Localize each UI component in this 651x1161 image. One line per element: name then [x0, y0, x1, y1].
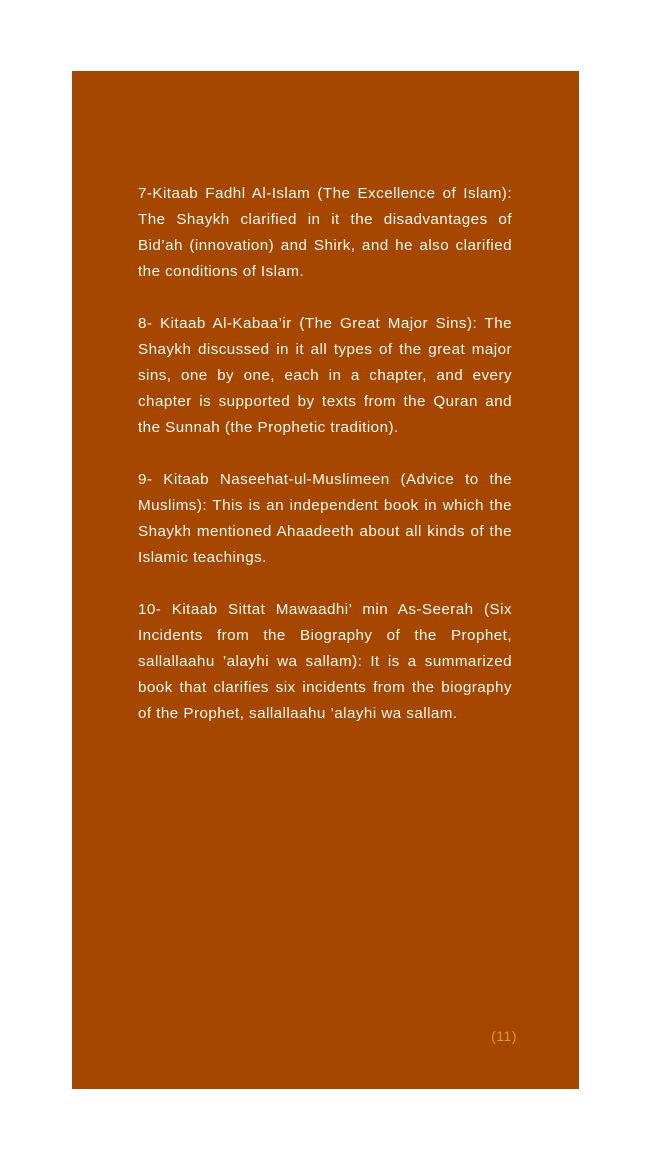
page-content [138, 181, 512, 753]
paragraph-kitaab-naseehat-ul-muslimeen: 9- Kitaab Naseehat-ul-Muslimeen (Advice to the Muslims): This is an independent book in which the Shaykh mentioned Ahaadeeth about all kinds of the Islamic teachings. [138, 471, 512, 566]
page-number: (11) [491, 1028, 517, 1044]
paragraph-kitaab-fadhl-al-islam: 7-Kitaab Fadhl Al-Islam (The Excellence of Islam): The Shaykh clarified in it the disadvantages of Bid’ah (innovation) and Shirk, and he also clarified the conditions of Islam. [138, 185, 512, 280]
paragraph-kitaab-sittat-mawaadhi: 10- Kitaab Sittat Mawaadhi’ min As-Seerah (Six Incidents from the Biography of the Prophet, sallallaahu ’alayhi wa sallam): It is a summarized book that clarifies six incidents from the biography of the Prophet, sallallaahu ’alayhi wa sallam. [138, 601, 512, 722]
book-page [72, 71, 579, 1089]
paragraph-kitaab-al-kabaair: 8- Kitaab Al-Kabaa’ir (The Great Major Sins): The Shaykh discussed in it all types of the great major sins, one by one, each in a chapter, and every chapter is supported by texts from the Quran and the Sunnah (the Prophetic tradition). [138, 315, 512, 436]
